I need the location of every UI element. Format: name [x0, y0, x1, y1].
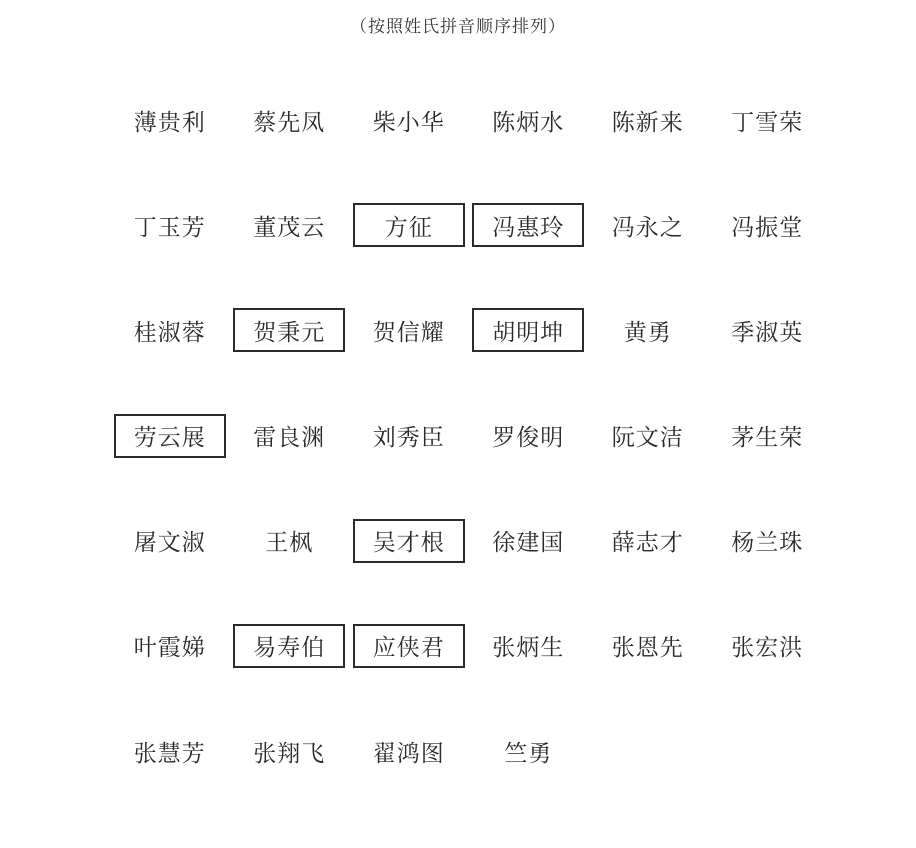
name-text: 叶霞娣	[133, 635, 206, 662]
boxed-name: 贺秉元	[233, 308, 345, 352]
name-text: 陈新来	[611, 109, 684, 136]
boxed-name: 吴才根	[353, 519, 465, 563]
name-cell	[110, 620, 230, 672]
name-text: 董茂云	[253, 214, 326, 241]
name-cell	[230, 620, 350, 672]
name-cell	[230, 515, 350, 567]
name-text: 丁玉芳	[133, 214, 206, 241]
name-cell	[588, 515, 708, 567]
name-grid	[110, 94, 827, 830]
boxed-name: 方征	[353, 203, 465, 247]
name-cell	[349, 94, 469, 146]
name-text: 张翔飞	[253, 740, 326, 767]
name-cell	[708, 410, 828, 462]
name-text: 张宏洪	[731, 635, 804, 662]
name-cell	[230, 410, 350, 462]
name-cell	[469, 620, 589, 672]
name-text: 柴小华	[372, 109, 445, 136]
name-cell	[110, 515, 230, 567]
boxed-name: 劳云展	[114, 414, 226, 458]
name-text: 贺信耀	[372, 319, 445, 346]
name-cell	[469, 725, 589, 777]
name-text: 茅生荣	[731, 425, 804, 452]
name-cell	[349, 515, 469, 567]
name-cell	[469, 304, 589, 356]
name-text: 陈炳水	[492, 109, 565, 136]
name-cell	[469, 94, 589, 146]
boxed-name: 冯惠玲	[472, 203, 584, 247]
name-text: 桂淑蓉	[133, 319, 206, 346]
boxed-name: 易寿伯	[233, 624, 345, 668]
name-cell	[708, 199, 828, 251]
name-text: 张炳生	[492, 635, 565, 662]
name-text: 冯振堂	[731, 214, 804, 241]
name-text: 薛志才	[611, 530, 684, 557]
name-cell	[110, 199, 230, 251]
name-cell	[349, 304, 469, 356]
name-text: 雷良渊	[253, 425, 326, 452]
name-text: 王枫	[265, 530, 314, 557]
name-text: 屠文淑	[133, 530, 206, 557]
name-text: 蔡先凤	[253, 109, 326, 136]
name-cell	[110, 94, 230, 146]
boxed-name: 应侠君	[353, 624, 465, 668]
name-cell	[230, 199, 350, 251]
name-cell	[708, 620, 828, 672]
name-cell	[708, 94, 828, 146]
name-cell	[230, 304, 350, 356]
name-cell	[230, 725, 350, 777]
name-cell	[708, 304, 828, 356]
name-cell	[588, 304, 708, 356]
name-cell	[469, 515, 589, 567]
name-cell	[349, 199, 469, 251]
name-cell	[110, 725, 230, 777]
name-cell	[110, 410, 230, 462]
name-text: 竺勇	[504, 740, 553, 767]
name-cell	[588, 94, 708, 146]
name-cell	[588, 620, 708, 672]
name-cell	[469, 199, 589, 251]
name-text: 徐建国	[492, 530, 565, 557]
name-text: 张慧芳	[133, 740, 206, 767]
name-cell	[588, 410, 708, 462]
name-text: 罗俊明	[492, 425, 565, 452]
name-text: 冯永之	[611, 214, 684, 241]
name-cell	[349, 410, 469, 462]
name-cell	[349, 620, 469, 672]
name-cell	[110, 304, 230, 356]
name-text: 阮文洁	[611, 425, 684, 452]
name-text: 刘秀臣	[372, 425, 445, 452]
sort-order-note: （按照姓氏拼音顺序排列）	[350, 17, 566, 37]
boxed-name: 胡明坤	[472, 308, 584, 352]
name-cell	[588, 199, 708, 251]
name-text: 薄贵利	[133, 109, 206, 136]
name-cell	[349, 725, 469, 777]
name-text: 黄勇	[623, 319, 672, 346]
name-cell	[469, 410, 589, 462]
name-cell	[230, 94, 350, 146]
name-text: 杨兰珠	[731, 530, 804, 557]
name-text: 张恩先	[611, 635, 684, 662]
name-text: 丁雪荣	[731, 109, 804, 136]
name-text: 季淑英	[731, 319, 804, 346]
name-cell	[708, 515, 828, 567]
name-text: 翟鸿图	[372, 740, 445, 767]
